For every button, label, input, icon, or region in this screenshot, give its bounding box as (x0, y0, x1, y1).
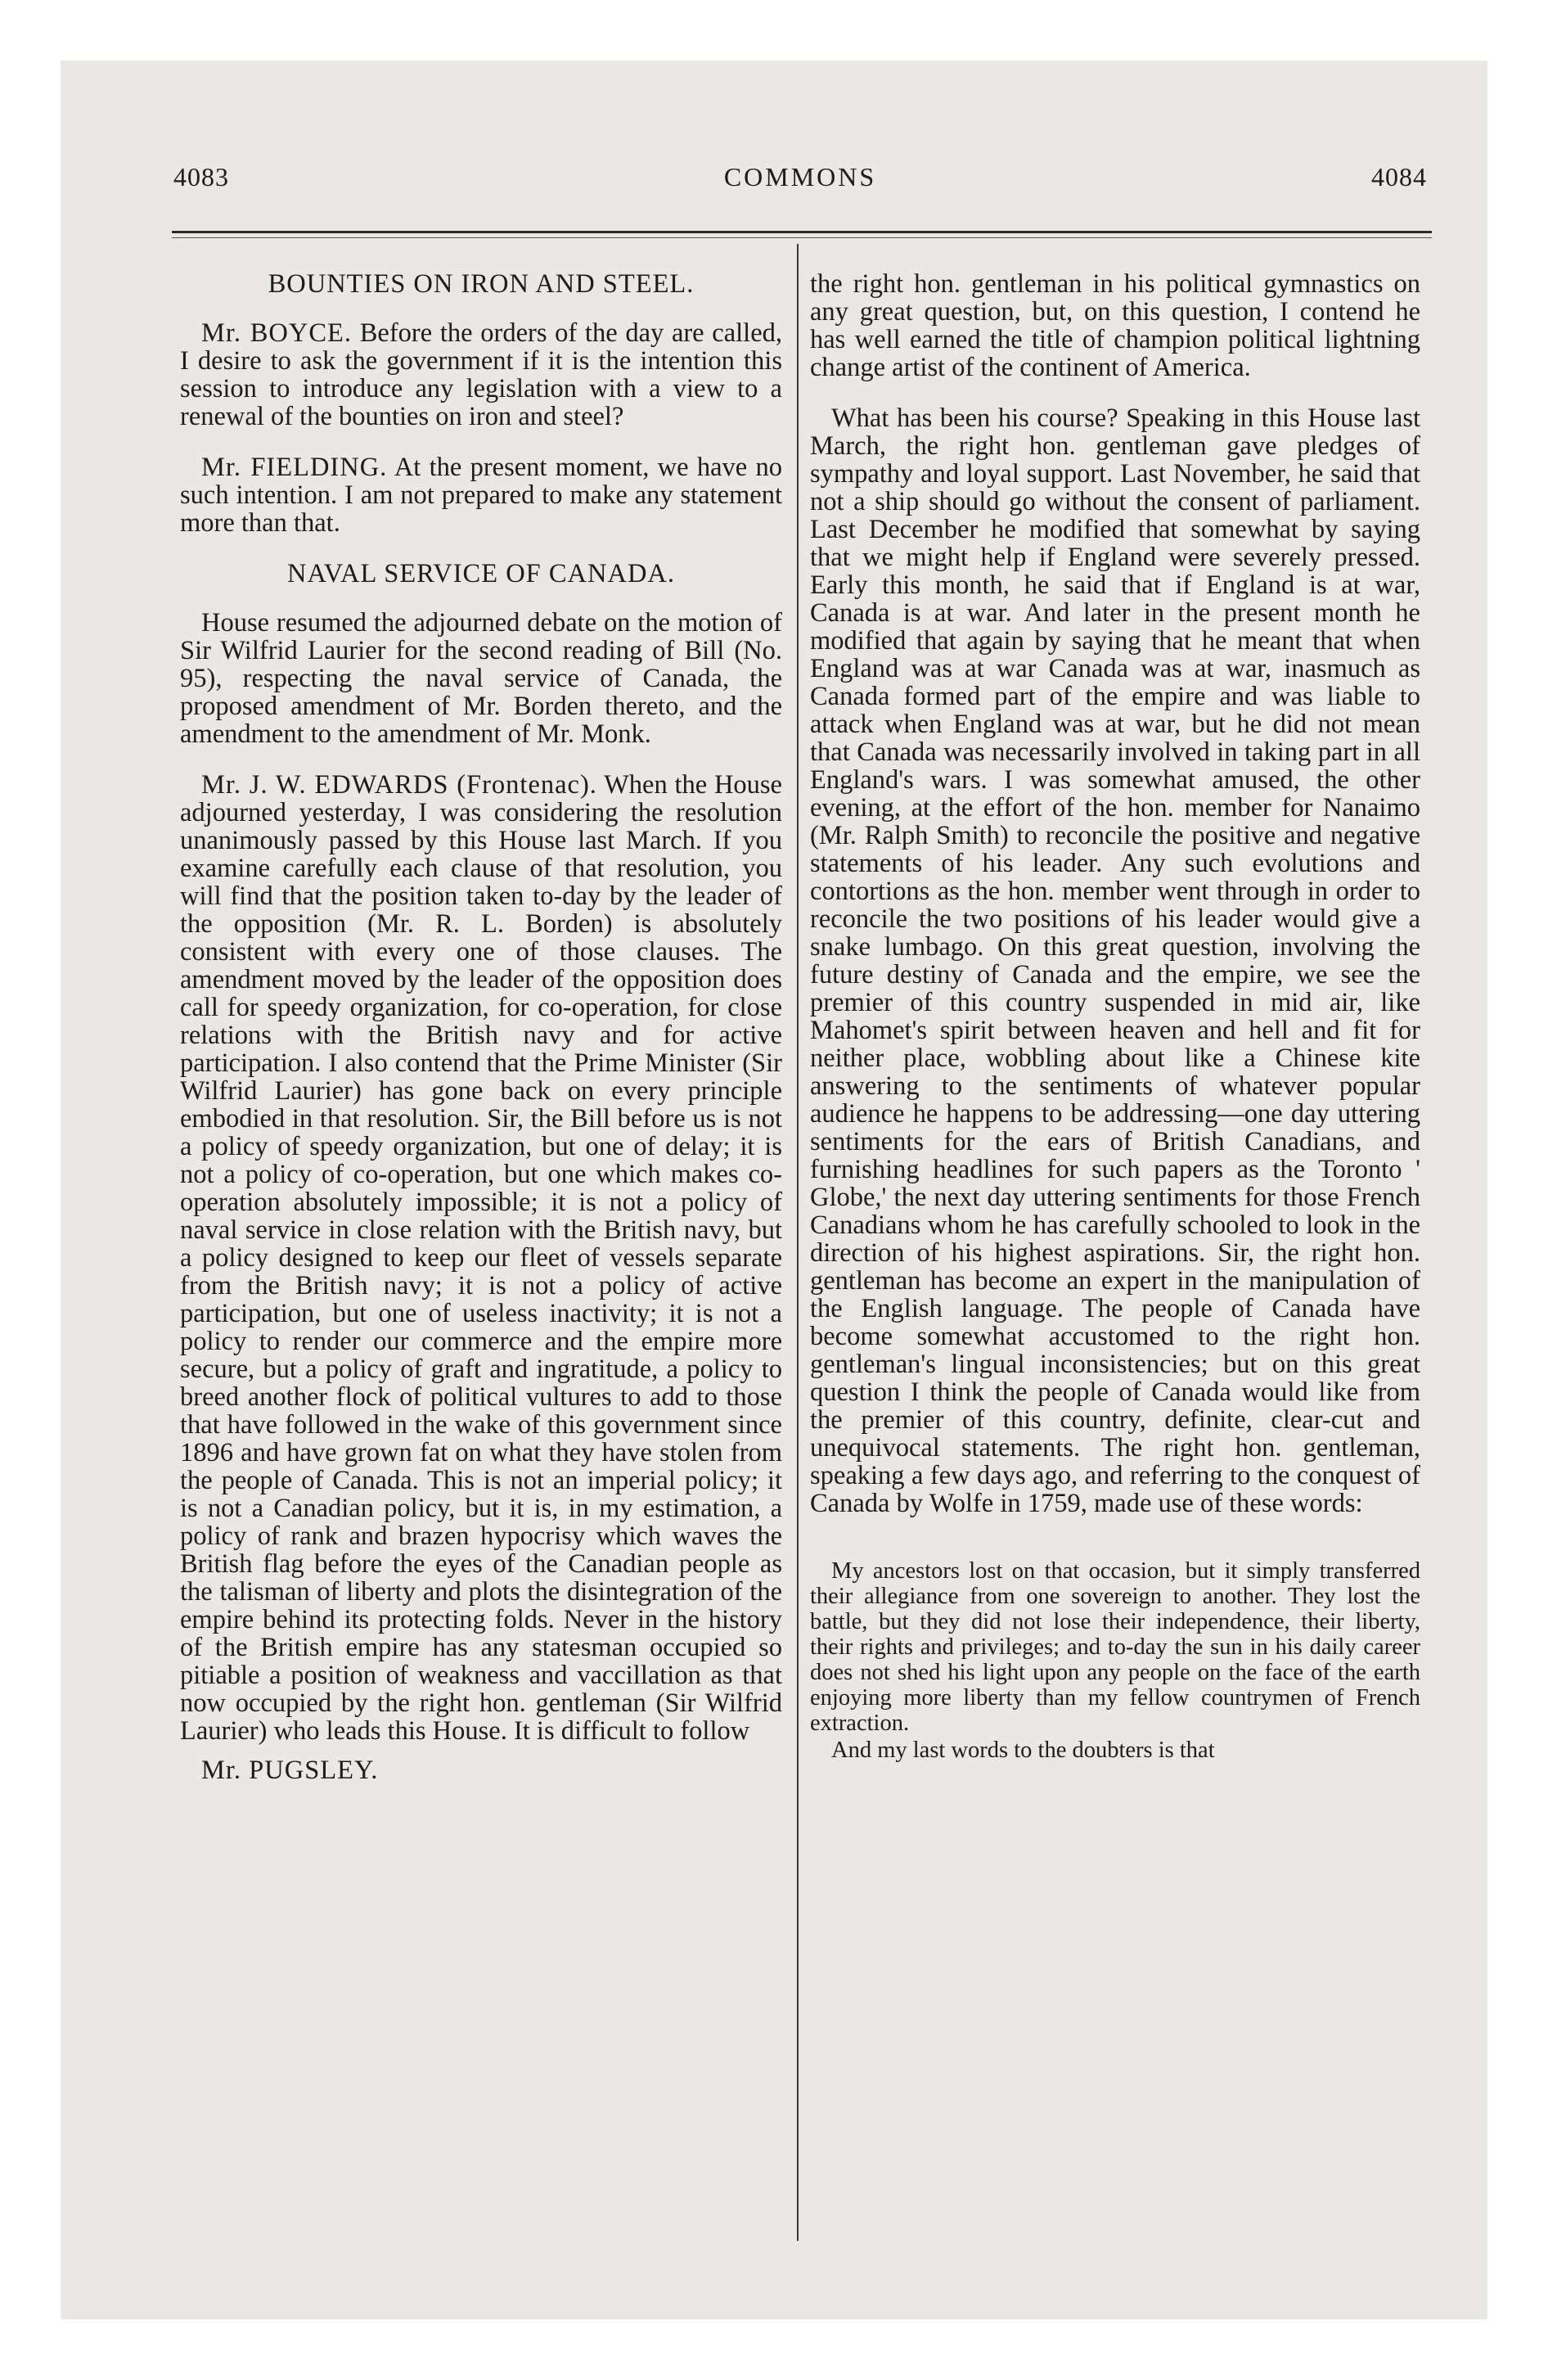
paragraph-edwards (180, 771, 782, 1745)
paragraph-boyce (180, 319, 782, 430)
right-column (810, 270, 1420, 1786)
page-number-right: 4084 (1371, 162, 1427, 192)
paragraph-continued: the right hon. gentleman in his political gymnastics on any great question, but, on this question, I contend he has well earned the title of champion political lightning change artist of the continent of America. (810, 269, 1420, 382)
paragraph-text: When the House adjourned yesterday, I was considering the resolution unanimously passed by this House last March. If you examine carefully each clause of that resolution, you will find that the position taken to-day by the leader of the opposition (Mr. R. L. Borden) is absolutely consistent with every one of those clauses. The amendment moved by the leader of the opposition does call for speedy organization, for co-operation, for close relations with the British navy and for active participation. I also contend that the Prime Minister (Sir Wilfrid Laurier) has gone back on every principle embodied in that resolution. Sir, the Bill before us is not a policy of speedy organization, but one of delay; it is not a policy of co-operation, but one which makes co-operation absolutely impossible; it is not a policy of naval service in close relation with the British navy, but a policy designed to keep our fleet of vessels separate from the British navy; it is not a policy of active participation, but one of useless inactivity; it is not a policy to render our commerce and the empire more secure, but a policy of graft and ingratitude, a policy to breed another flock of political vultures to add to those that have followed in the wake of this government since 1896 and have grown fat on what they have stolen from the people of Canada. This is not an imperial policy; it is not a Canadian policy, but it is, in my estimation, a policy of rank and brazen hypocrisy which waves the British flag before the eyes of the Canadian people as the talisman of liberty and plots the disintegration of the empire behind its protecting folds. Never in the history of the British empire has any statesman occupied so pitiable a position of weakness and vaccillation as that now occupied by the right hon. gentleman (Sir Wilfrid Laurier) who leads this House. It is difficult to follow (180, 770, 782, 1746)
speaker-name: Mr. J. W. EDWARDS (Frontenac). (201, 770, 597, 800)
speaker-name: Mr. FIELDING. (201, 453, 388, 482)
paragraph-course: What has been his course? Speaking in this House last March, the right hon. gentleman gave pledges of sympathy and loyal support. Last November, he said that not a ship should go without the consent of parliament. Last December he modified that somewhat by saying that we might help if England were severely pressed. Early this month, he said that if England is at war, Canada is at war. And later in the present month he modified that again by saying that he meant that when England was at war Canada was at war, inasmuch as Canada formed part of the empire and was liable to attack when England was at war, but he did not mean that Canada was necessarily involved in taking part in all England's wars. I was somewhat amused, the other evening, at the effort of the hon. member for Nanaimo (Mr. Ralph Smith) to reconcile the positive and negative statements of his leader. Any such evolutions and contortions as the hon. member went through in order to reconcile the two positions of his leader would give a snake lumbago. On this great question, involving the future destiny of Canada and the empire, we see the premier of this country suspended in mid air, like Mahomet's spirit between heaven and hell and fit for neither place, wobbling about like a Chinese kite answering to the sentiments of whatever popular audience he happens to be addressing—one day uttering sentiments for the ears of British Canadians, and furnishing headlines for such papers as the Toronto ' Globe,' the next day uttering sentiments for those French Canadians whom he has carefully schooled to look in the direction of his highest aspirations. Sir, the right hon. gentleman has become an expert in the manipulation of the English language. The people of Canada have become somewhat accustomed to the right hon. gentleman's lingual inconsistencies; but on this great question I think the people of Canada would like from the premier of this country, definite, clear-cut and unequivocal statements. The right hon. gentleman, speaking a few days ago, and referring to the conquest of Canada by Wolfe in 1759, made use of these words: (810, 403, 1420, 1518)
page-number-left: 4083 (173, 162, 229, 192)
header-rule (172, 231, 1432, 233)
column-divider (797, 244, 799, 2241)
quote-last-line: And my last words to the doubters is that (831, 1738, 1215, 1763)
section-heading-bounties: BOUNTIES ON IRON AND STEEL. (268, 269, 695, 299)
block-quote: My ancestors lost on that occasion, but it simply transferred their allegiance from one sovereign to another. They lost the battle, but they did not lose their independence, their liberty, their rights and privileges; and to-day the sun in his daily career does not shed his light upon any people on the face of the earth enjoying more liberty than my fellow countrymen of French extraction. (810, 1558, 1420, 1736)
header-rule-thin (172, 237, 1432, 238)
paragraph-text: Before the orders of the day are called, I desire to ask the government if it is the intention this session to introduce any legislation with a view to a renewal of the bounties on iron and steel? (180, 318, 783, 431)
section-heading-naval: NAVAL SERVICE OF CANADA. (286, 559, 676, 588)
running-title: COMMONS (723, 162, 877, 192)
paragraph-fielding (180, 453, 782, 537)
page-header (173, 162, 1427, 198)
left-column (180, 270, 782, 1807)
footer-speaker: Mr. PUGSLEY. (201, 1756, 379, 1785)
speaker-name: Mr. BOYCE. (201, 318, 353, 348)
paragraph-house-resumed: House resumed the adjourned debate on the motion of Sir Wilfrid Laurier for the second reading of Bill (No. 95), respecting the naval service of Canada, the proposed amendment of Mr. Borden thereto, and the amendment to the amendment of Mr. Monk. (180, 608, 782, 749)
paragraph-text: At the present moment, we have no such intention. I am not prepared to make any statement more than that. (180, 453, 782, 538)
